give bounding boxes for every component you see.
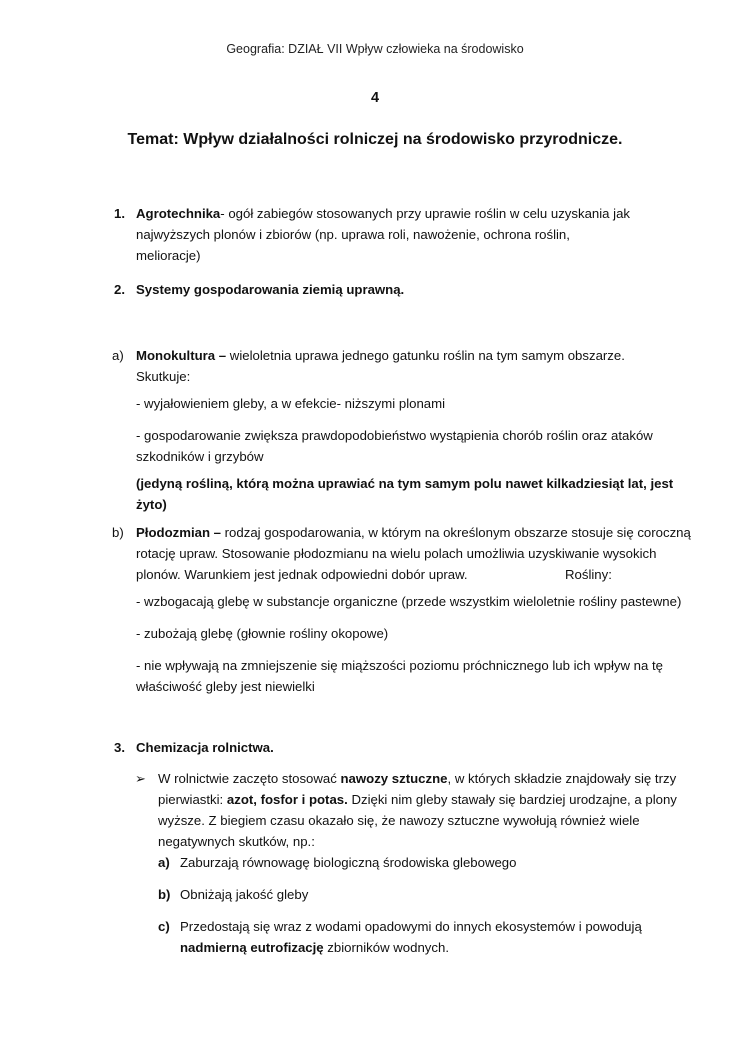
section-2-number: 2.: [114, 282, 125, 297]
s3-p-l1-c: , w których składzie znajdowały się trzy: [447, 771, 677, 786]
s3-p-l3: wyższe. Z biegiem czasu okazało się, że nawozy sztuczne wywołują również wiele: [158, 813, 640, 828]
s3-p-l2-b: azot, fosfor i potas.: [226, 792, 348, 807]
section-1-line3: melioracje): [136, 248, 201, 263]
item-b-line1: rodzaj gospodarowania, w którym na określonym obszarze stosuje się coroczną: [221, 525, 691, 540]
s3-item-c-label: c): [158, 919, 170, 934]
s3-p-l1-b: nawozy sztuczne: [340, 771, 448, 786]
s3-p-l2-a: pierwiastki:: [158, 792, 227, 807]
item-a-bullet2-line1: - gospodarowanie zwiększa prawdopodobieństwo wystąpienia chorób roślin oraz ataków: [136, 428, 653, 443]
section-3-paragraph: [158, 768, 698, 852]
section-1-line1: - ogół zabiegów stosowanych przy uprawie roślin w celu uzyskania jak: [220, 206, 631, 221]
s3-item-b-label: b): [158, 887, 171, 902]
s3-item-c-line2-rest: zbiorników wodnych.: [323, 940, 449, 955]
item-a-note-line2: żyto): [136, 497, 167, 512]
item-b-bullet3: [136, 655, 696, 697]
item-a-label: a): [112, 348, 124, 363]
item-a-note-line1: (jedyną rośliną, którą można uprawiać na tym samym polu nawet kilkadziesiąt lat, jest: [136, 476, 674, 491]
page-title: Temat: Wpływ działalności rolniczej na środowisko przyrodnicze.: [127, 131, 623, 148]
s3-item-a-label: a): [158, 855, 170, 870]
item-b-line3: plonów. Warunkiem jest jednak odpowiedni dobór upraw.: [136, 567, 468, 582]
section-3-heading: Chemizacja rolnictwa.: [136, 740, 274, 755]
s3-p-l2-c: Dzięki nim gleby stawały się bardziej urodzajne, a plony: [347, 792, 677, 807]
item-a-text: [136, 345, 696, 387]
page-number: 4: [370, 90, 380, 106]
arrow-bullet-icon: ➢: [135, 771, 146, 786]
s3-item-c-text: [180, 916, 700, 958]
item-b-bullet1: - wzbogacają glebę w substancje organiczne (przede wszystkim wieloletnie rośliny pastewne): [136, 594, 682, 609]
item-a-term: Monokultura –: [136, 348, 227, 363]
page-header: Geografia: DZIAŁ VII Wpływ człowieka na środowisko: [226, 42, 524, 56]
section-1-term: Agrotechnika: [136, 206, 221, 221]
item-b-label: b): [112, 525, 124, 540]
section-1-text: [136, 203, 676, 266]
item-b-text: [136, 522, 706, 585]
item-a-bullet1: - wyjałowieniem gleby, a w efekcie- niższymi plonami: [136, 396, 446, 411]
s3-p-l4: negatywnych skutków, np.:: [158, 834, 315, 849]
section-1-line2: najwyższych plonów i zbiorów (np. uprawa roli, nawożenie, ochrona roślin,: [136, 227, 570, 242]
item-a-note: [136, 473, 696, 515]
s3-item-c-line2-bold: nadmierną eutrofizację: [180, 940, 324, 955]
item-b-line3-right: Rośliny:: [565, 567, 612, 582]
item-a-bullet2-line2: szkodników i grzybów: [136, 449, 264, 464]
item-a-line1: wieloletnia uprawa jednego gatunku roślin na tym samym obszarze.: [226, 348, 625, 363]
item-b-bullet3-line2: właściwość gleby jest niewielki: [136, 679, 315, 694]
item-b-bullet3-line1: - nie wpływają na zmniejszenie się miąższości poziomu próchnicznego lub ich wpływ na tę: [136, 658, 664, 673]
item-b-term: Płodozmian –: [136, 525, 221, 540]
item-b-bullet2: - zubożają glebę (głownie rośliny okopowe): [136, 626, 389, 641]
s3-item-b-text: Obniżają jakość gleby: [180, 887, 309, 902]
section-1-number: 1.: [114, 206, 125, 221]
item-a-bullet2: [136, 425, 696, 467]
s3-item-c-line1: Przedostają się wraz z wodami opadowymi do innych ekosystemów i powodują: [180, 919, 642, 934]
item-a-line2: Skutkuje:: [136, 369, 191, 384]
section-2-heading: Systemy gospodarowania ziemią uprawną.: [136, 282, 405, 297]
item-b-line2: rotację upraw. Stosowanie płodozmianu na wielu polach umożliwia uzyskiwanie wysokich: [136, 546, 657, 561]
s3-item-a-text: Zaburzają równowagę biologiczną środowiska glebowego: [180, 855, 517, 870]
section-3-number: 3.: [114, 740, 125, 755]
s3-p-l1-a: W rolnictwie zaczęto stosować: [158, 771, 341, 786]
